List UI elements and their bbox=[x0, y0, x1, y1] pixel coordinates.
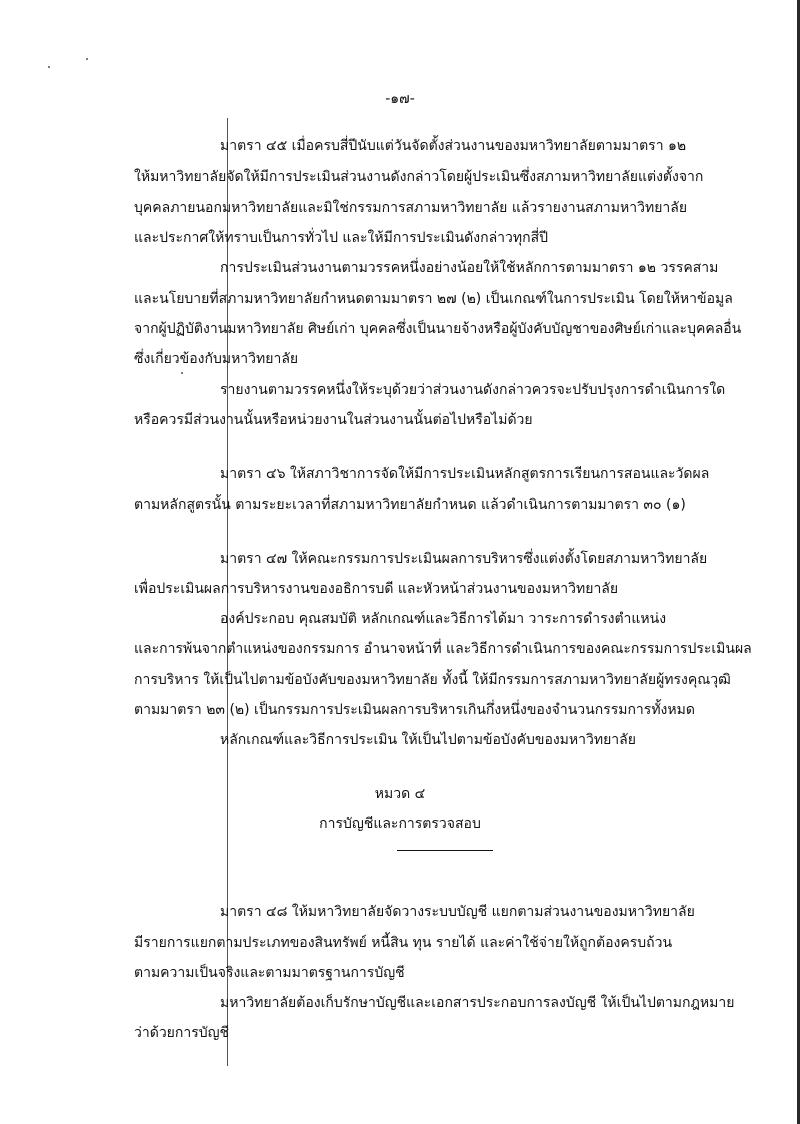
section-48-para2-line-1: มหาวิทยาลัยต้องเก็บรักษาบัญชีและเอกสารประกอบการลงบัญชี ให้เป็นไปตามกฎหมาย bbox=[220, 995, 735, 1011]
section-48-para2-line-2: ว่าด้วยการบัญชี bbox=[134, 1025, 230, 1041]
chapter-title: การบัญชีและการตรวจสอบ bbox=[319, 816, 481, 832]
section-48-line-1: มาตรา ๔๘ ให้มหาวิทยาลัยจัดวางระบบบัญชี แยกตามส่วนงานของมหาวิทยาลัย bbox=[220, 904, 695, 920]
scan-speck bbox=[181, 372, 183, 374]
section-45-para2-line-4: ซึ่งเกี่ยวข้องกับมหาวิทยาลัย bbox=[134, 351, 299, 367]
section-48-line-2: มีรายการแยกตามประเภทของสินทรัพย์ หนี้สิน ทุน รายได้ และค่าใช้จ่ายให้ถูกต้องครบถ้วน bbox=[134, 935, 673, 951]
section-45-para2-line-1: การประเมินส่วนงานตามวรรคหนึ่งอย่างน้อยให้ใช้หลักการตามมาตรา ๑๒ วรรคสาม bbox=[220, 260, 719, 276]
section-45-line-1: มาตรา ๔๕ เมื่อครบสี่ปีนับแต่วันจัดตั้งส่วนงานของมหาวิทยาลัยตามมาตรา ๑๒ bbox=[220, 138, 687, 154]
section-47-para2-line-2: และการพ้นจากตำแหน่งของกรรมการ อำนาจหน้าที่ และวิธีการดำเนินการของคณะกรรมการประเมินผล bbox=[134, 641, 752, 657]
section-47-para2-line-3: การบริหาร ให้เป็นไปตามข้อบังคับของมหาวิทยาลัย ทั้งนี้ ให้มีกรรมการสภามหาวิทยาลัยผู้ทรงคุณวุฒิ bbox=[134, 672, 731, 688]
section-45-para2-line-2: และนโยบายที่สภามหาวิทยาลัยกำหนดตามมาตรา ๒๗ (๒) เป็นเกณฑ์ในการประเมิน โดยให้หาข้อมูล bbox=[134, 291, 733, 307]
section-45-para3-line-1: รายงานตามวรรคหนึ่งให้ระบุด้วยว่าส่วนงานดังกล่าวควรจะปรับปรุงการดำเนินการใด bbox=[220, 382, 726, 398]
section-47-para2-line-1: องค์ประกอบ คุณสมบัติ หลักเกณฑ์และวิธีการได้มา วาระการดำรงตำแหน่ง bbox=[220, 611, 667, 627]
section-47-para2-line-4: ตามมาตรา ๒๓ (๒) เป็นกรรมการประเมินผลการบริหารเกินกึ่งหนึ่งของจำนวนกรรมการทั้งหมด bbox=[134, 702, 695, 718]
chapter-divider bbox=[397, 850, 493, 851]
section-47-para3-line-1: หลักเกณฑ์และวิธีการประเมิน ให้เป็นไปตามข้อบังคับของมหาวิทยาลัย bbox=[220, 732, 636, 748]
section-46-line-2: ตามหลักสูตรนั้น ตามระยะเวลาที่สภามหาวิทยาลัยกำหนด แล้วดำเนินการตามมาตรา ๓๐ (๑) bbox=[134, 497, 686, 513]
section-46-line-1: มาตรา ๔๖ ให้สภาวิชาการจัดให้มีการประเมินหลักสูตรการเรียนการสอนและวัดผล bbox=[220, 466, 710, 482]
scan-speck bbox=[86, 58, 88, 60]
section-48-line-3: ตามความเป็นจริงและตามมาตรฐานการบัญชี bbox=[134, 965, 405, 981]
section-45-line-3: บุคคลภายนอกมหาวิทยาลัยและมิใช่กรรมการสภามหาวิทยาลัย แล้วรายงานสภามหาวิทยาลัย bbox=[134, 200, 688, 216]
section-47-line-2: เพื่อประเมินผลการบริหารงานของอธิการบดี และหัวหน้าส่วนงานของมหาวิทยาลัย bbox=[134, 581, 619, 597]
section-45-para3-line-2: หรือควรมีส่วนงานนั้นหรือหน่วยงานในส่วนงานนั้นต่อไปหรือไม่ด้วย bbox=[134, 412, 533, 428]
section-45-line-2: ให้มหาวิทยาลัยจัดให้มีการประเมินส่วนงานดังกล่าวโดยผู้ประเมินซึ่งสภามหาวิทยาลัยแต่งตั้งจาก bbox=[134, 169, 704, 185]
section-47-line-1: มาตรา ๔๗ ให้คณะกรรมการประเมินผลการบริหารซึ่งแต่งตั้งโดยสภามหาวิทยาลัย bbox=[220, 551, 708, 567]
chapter-heading: หมวด ๔ bbox=[374, 786, 426, 802]
page-number: -๑๗- bbox=[385, 91, 415, 107]
scan-speck bbox=[48, 66, 50, 68]
section-45-line-4: และประกาศให้ทราบเป็นการทั่วไป และให้มีการประเมินดังกล่าวทุกสี่ปี bbox=[134, 230, 549, 246]
section-45-para2-line-3: จากผู้ปฏิบัติงานมหาวิทยาลัย ศิษย์เก่า บุคคลซึ่งเป็นนายจ้างหรือผู้บังคับบัญชาของศิษย์เก่าและบุคคลอื่น bbox=[134, 321, 742, 337]
